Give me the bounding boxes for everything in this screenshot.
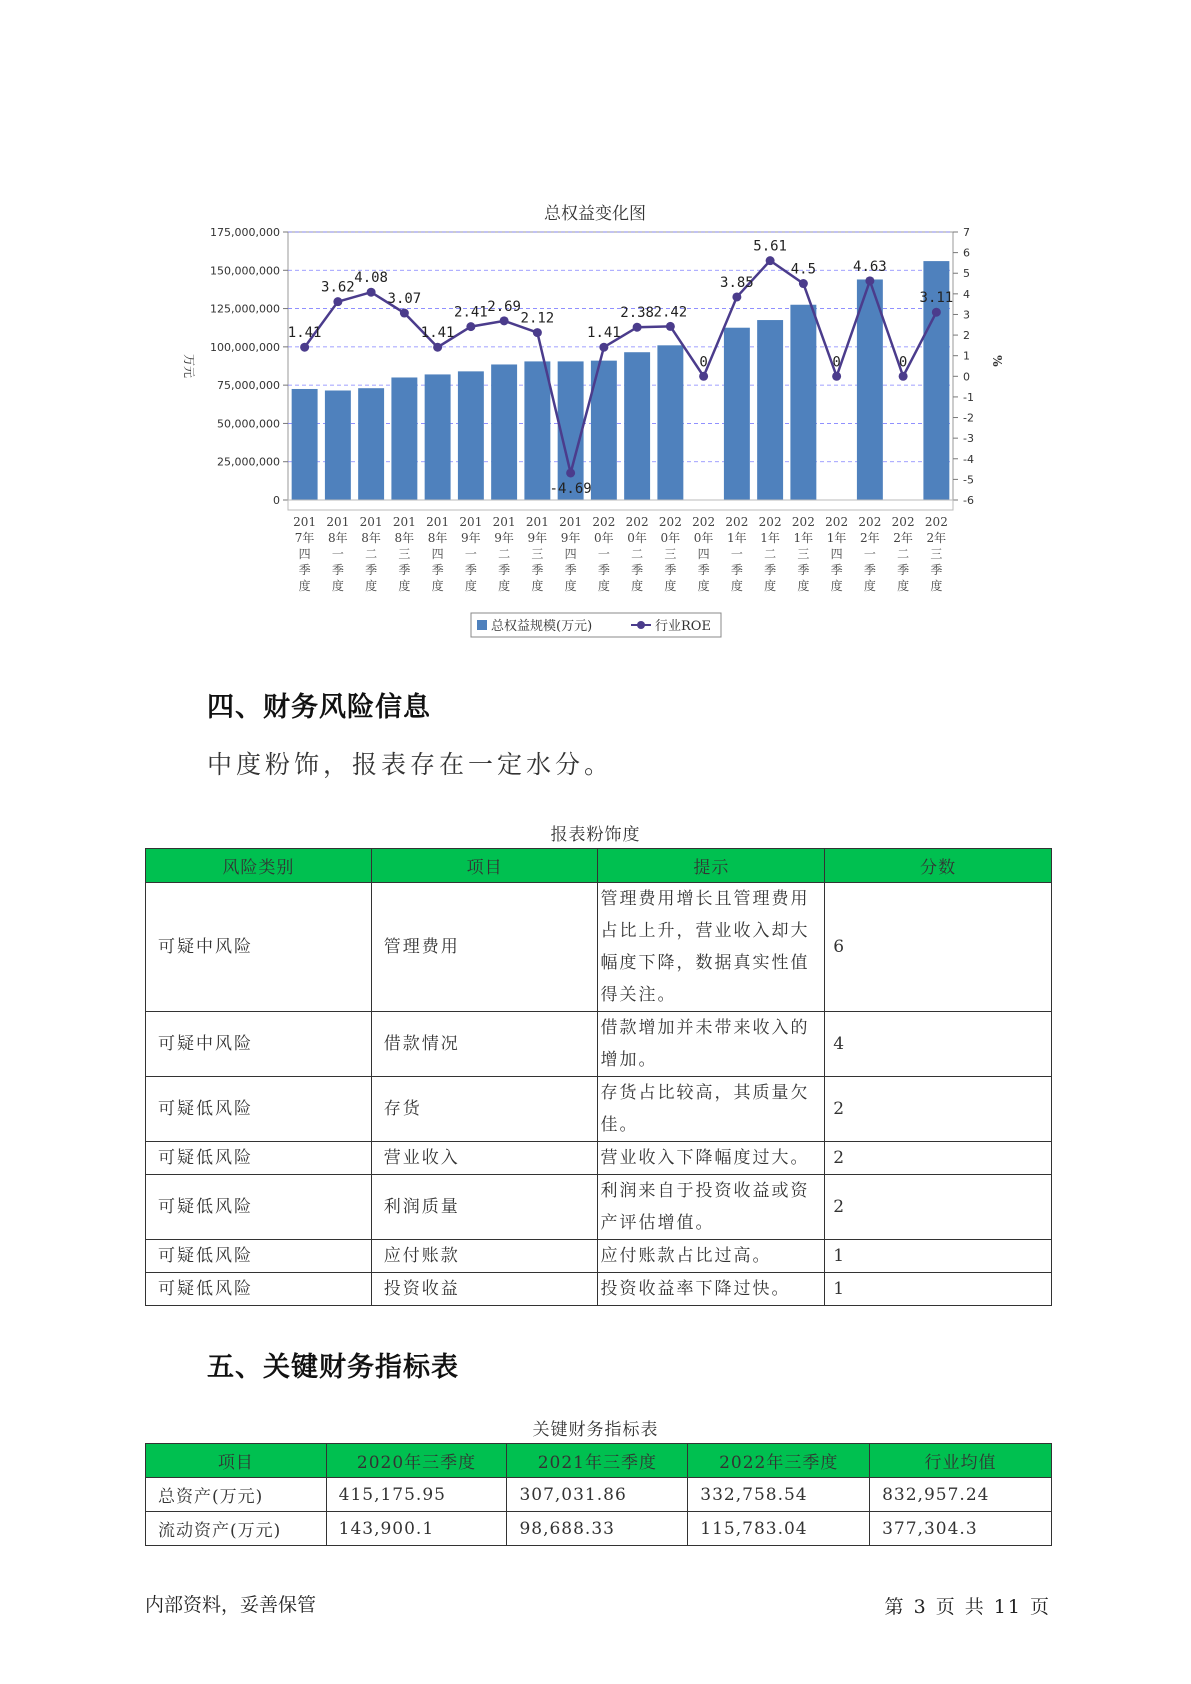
roe-data-label: 4.63 xyxy=(853,258,887,275)
table-row xyxy=(146,1478,1052,1512)
table-row xyxy=(146,1273,1052,1306)
risk-item-cell: 营业收入 xyxy=(371,1142,598,1175)
x-tick-label: 201 9年三季度 xyxy=(525,515,549,593)
x-tick-label: 202 2年一季度 xyxy=(858,515,882,593)
x-tick-label: 201 9年二季度 xyxy=(492,515,516,593)
legend-bar-label: 总权益规模(万元) xyxy=(491,619,593,634)
x-tick-label: 202 1年三季度 xyxy=(791,515,815,593)
x-tick-label: 202 1年二季度 xyxy=(758,515,782,593)
bar xyxy=(325,391,351,500)
kpi-label-cell: 流动资产(万元) xyxy=(146,1512,327,1546)
roe-point xyxy=(766,256,775,265)
bar xyxy=(491,364,517,500)
roe-data-label: 2.41 xyxy=(454,304,488,321)
y2-axis-label: % xyxy=(990,355,1004,367)
y-tick-label: 175,000,000 xyxy=(210,226,280,239)
risk-category-cell: 可疑低风险 xyxy=(146,1175,372,1240)
roe-data-label: 2.12 xyxy=(520,310,555,327)
x-tick-label: 202 2年三季度 xyxy=(924,515,948,593)
roe-data-label: 4.08 xyxy=(354,270,388,287)
risk-hint-cell: 借款增加并未带来收入的增加。 xyxy=(598,1012,825,1077)
table-row xyxy=(146,1240,1052,1273)
bar xyxy=(790,305,816,500)
risk-category-cell: 可疑低风险 xyxy=(146,1142,372,1175)
roe-data-label: 3.85 xyxy=(720,274,754,291)
roe-data-label: 0 xyxy=(898,354,908,371)
kpi-label-cell: 总资产(万元) xyxy=(146,1478,327,1512)
risk-score-cell: 2 xyxy=(825,1077,1052,1142)
risk-item-cell: 管理费用 xyxy=(371,883,598,1012)
y2-tick-label: -1 xyxy=(963,390,974,404)
roe-point xyxy=(333,297,342,306)
table-row xyxy=(146,1175,1052,1240)
y-tick-label: 125,000,000 xyxy=(210,302,280,316)
x-tick-label: 202 1年四季度 xyxy=(825,515,849,593)
y-tick-label: 150,000,000 xyxy=(210,264,280,278)
header-cell: 行业均值 xyxy=(870,1444,1052,1478)
x-tick-label: 201 9年四季度 xyxy=(559,515,583,593)
bar xyxy=(724,328,750,500)
bar xyxy=(292,389,318,500)
roe-data-label: 1.41 xyxy=(287,325,322,342)
x-tick-label: 202 0年三季度 xyxy=(658,515,682,593)
roe-point xyxy=(932,308,941,317)
footer-page-number: 第 3 页 共 11 页 xyxy=(884,1596,1051,1618)
section4-summary: 中度粉饰，报表存在一定水分。 xyxy=(207,750,614,779)
y2-tick-label: -3 xyxy=(963,432,974,446)
risk-score-cell: 1 xyxy=(825,1240,1052,1273)
header-cell: 项目 xyxy=(371,849,598,883)
risk-table xyxy=(145,848,1052,1306)
risk-item-cell: 投资收益 xyxy=(371,1273,598,1306)
table-row xyxy=(146,1512,1052,1546)
x-tick-label: 201 7年四季度 xyxy=(293,515,317,593)
y-tick-label: 75,000,000 xyxy=(217,379,280,393)
legend-bar-swatch xyxy=(477,620,487,630)
kpi-value-cell: 332,758.54 xyxy=(688,1478,870,1512)
y-axis-label: 万元 xyxy=(182,353,196,379)
roe-data-label: 1.41 xyxy=(587,325,621,342)
roe-data-label: 2.38 xyxy=(620,305,654,322)
roe-data-label: 3.62 xyxy=(321,279,355,296)
x-tick-label: 201 8年一季度 xyxy=(326,515,350,593)
x-tick-label: 201 8年二季度 xyxy=(359,515,383,593)
roe-point xyxy=(566,468,575,477)
y2-tick-label: -2 xyxy=(963,411,974,425)
risk-item-cell: 应付账款 xyxy=(371,1240,598,1273)
header-cell: 项目 xyxy=(146,1444,327,1478)
kpi-table-header-row xyxy=(146,1444,1052,1478)
y2-tick-label: -6 xyxy=(963,494,974,507)
roe-point xyxy=(300,343,309,352)
y-tick-label: 25,000,000 xyxy=(217,455,280,469)
risk-category-cell: 可疑中风险 xyxy=(146,1012,372,1077)
y2-tick-label: 5 xyxy=(963,267,970,281)
y-tick-label: 0 xyxy=(273,494,280,507)
section4-heading: 四、财务风险信息 xyxy=(207,692,431,723)
equity-chart xyxy=(175,195,1015,655)
roe-data-label: 0 xyxy=(832,354,841,371)
x-tick-label: 201 8年四季度 xyxy=(426,515,450,593)
roe-data-label: 5.61 xyxy=(753,238,787,255)
legend-line-label: 行业ROE xyxy=(655,619,711,634)
legend-line-marker xyxy=(637,621,645,629)
roe-point xyxy=(633,323,642,332)
risk-score-cell: 1 xyxy=(825,1273,1052,1306)
bar xyxy=(358,388,384,500)
bar xyxy=(657,345,683,500)
x-tick-label: 202 0年四季度 xyxy=(692,515,716,593)
roe-point xyxy=(699,372,708,381)
x-tick-label: 202 0年一季度 xyxy=(592,515,616,593)
bar xyxy=(524,361,550,500)
kpi-table-caption: 关键财务指标表 xyxy=(532,1420,659,1440)
y2-tick-label: 4 xyxy=(963,287,970,301)
bar xyxy=(391,377,417,500)
roe-point xyxy=(466,322,475,331)
kpi-value-cell: 115,783.04 xyxy=(688,1512,870,1546)
y2-tick-label: 3 xyxy=(963,308,970,322)
roe-data-label: -4.69 xyxy=(549,480,592,497)
y2-tick-label: 0 xyxy=(963,370,970,384)
kpi-value-cell: 415,175.95 xyxy=(326,1478,507,1512)
roe-point xyxy=(599,343,608,352)
header-cell: 风险类别 xyxy=(146,849,372,883)
risk-score-cell: 4 xyxy=(825,1012,1052,1077)
table-row xyxy=(146,1077,1052,1142)
roe-point xyxy=(433,343,442,352)
kpi-value-cell: 377,304.3 xyxy=(870,1512,1052,1546)
risk-item-cell: 借款情况 xyxy=(371,1012,598,1077)
x-tick-label: 202 1年一季度 xyxy=(725,515,749,593)
risk-hint-cell: 存货占比较高，其质量欠佳。 xyxy=(598,1077,825,1142)
y2-tick-label: -5 xyxy=(963,473,974,487)
risk-hint-cell: 利润来自于投资收益或资产评估增值。 xyxy=(598,1175,825,1240)
header-cell: 分数 xyxy=(825,849,1052,883)
roe-data-label: 0 xyxy=(699,354,708,371)
risk-category-cell: 可疑中风险 xyxy=(146,883,372,1012)
y2-tick-label: 1 xyxy=(963,349,970,363)
header-cell: 2021年三季度 xyxy=(507,1444,688,1478)
table-row xyxy=(146,1012,1052,1077)
bar xyxy=(757,320,783,500)
table-row xyxy=(146,883,1052,1012)
y-tick-label: 50,000,000 xyxy=(217,417,280,431)
risk-category-cell: 可疑低风险 xyxy=(146,1240,372,1273)
risk-category-cell: 可疑低风险 xyxy=(146,1077,372,1142)
x-axis-band xyxy=(288,500,953,510)
risk-hint-cell: 管理费用增长且管理费用占比上升，营业收入却大幅度下降，数据真实性值得关注。 xyxy=(598,883,825,1012)
roe-data-label: 4.5 xyxy=(790,261,817,278)
roe-point xyxy=(533,328,542,337)
risk-table-header-row xyxy=(146,849,1052,883)
risk-item-cell: 存货 xyxy=(371,1077,598,1142)
roe-data-label: 2.69 xyxy=(487,298,521,315)
risk-score-cell: 2 xyxy=(825,1142,1052,1175)
risk-category-cell: 可疑低风险 xyxy=(146,1273,372,1306)
bar xyxy=(458,371,484,500)
y2-tick-label: 2 xyxy=(963,329,970,343)
bar xyxy=(857,279,883,500)
risk-table-caption: 报表粉饰度 xyxy=(550,825,641,845)
roe-point xyxy=(732,292,741,301)
roe-data-label: 3.07 xyxy=(387,291,422,308)
roe-point xyxy=(832,372,841,381)
y2-tick-label: 6 xyxy=(963,246,970,260)
risk-hint-cell: 投资收益率下降过快。 xyxy=(598,1273,825,1306)
header-cell: 2022年三季度 xyxy=(688,1444,870,1478)
risk-score-cell: 2 xyxy=(825,1175,1052,1240)
risk-hint-cell: 营业收入下降幅度过大。 xyxy=(598,1142,825,1175)
roe-point xyxy=(899,372,908,381)
y-tick-label: 100,000,000 xyxy=(210,340,280,354)
x-tick-label: 201 9年一季度 xyxy=(459,515,483,593)
kpi-table xyxy=(145,1443,1052,1546)
header-cell: 2020年三季度 xyxy=(326,1444,507,1478)
roe-point xyxy=(865,276,874,285)
bar xyxy=(624,352,650,500)
roe-data-label: 3.11 xyxy=(919,290,954,307)
roe-point xyxy=(799,279,808,288)
section5-heading: 五、关键财务指标表 xyxy=(207,1352,459,1383)
x-tick-label: 202 0年二季度 xyxy=(625,515,649,593)
kpi-value-cell: 832,957.24 xyxy=(870,1478,1052,1512)
roe-point xyxy=(500,316,509,325)
table-row xyxy=(146,1142,1052,1175)
roe-point xyxy=(400,309,409,318)
y2-tick-label: 7 xyxy=(963,226,970,239)
risk-item-cell: 利润质量 xyxy=(371,1175,598,1240)
roe-data-label: 1.41 xyxy=(420,325,455,342)
chart-svg xyxy=(175,195,1015,655)
header-cell: 提示 xyxy=(598,849,825,883)
risk-score-cell: 6 xyxy=(825,883,1052,1012)
kpi-value-cell: 307,031.86 xyxy=(507,1478,688,1512)
footer-confidential: 内部资料，妥善保管 xyxy=(145,1594,317,1616)
x-tick-label: 201 8年三季度 xyxy=(392,515,416,593)
roe-point xyxy=(666,322,675,331)
kpi-value-cell: 143,900.1 xyxy=(326,1512,507,1546)
chart-title: 总权益变化图 xyxy=(544,204,646,224)
y2-tick-label: -4 xyxy=(963,452,974,466)
bar xyxy=(425,374,451,500)
x-tick-label: 202 2年二季度 xyxy=(891,515,915,593)
kpi-value-cell: 98,688.33 xyxy=(507,1512,688,1546)
risk-hint-cell: 应付账款占比过高。 xyxy=(598,1240,825,1273)
roe-point xyxy=(367,288,376,297)
roe-data-label: 2.42 xyxy=(653,304,688,321)
